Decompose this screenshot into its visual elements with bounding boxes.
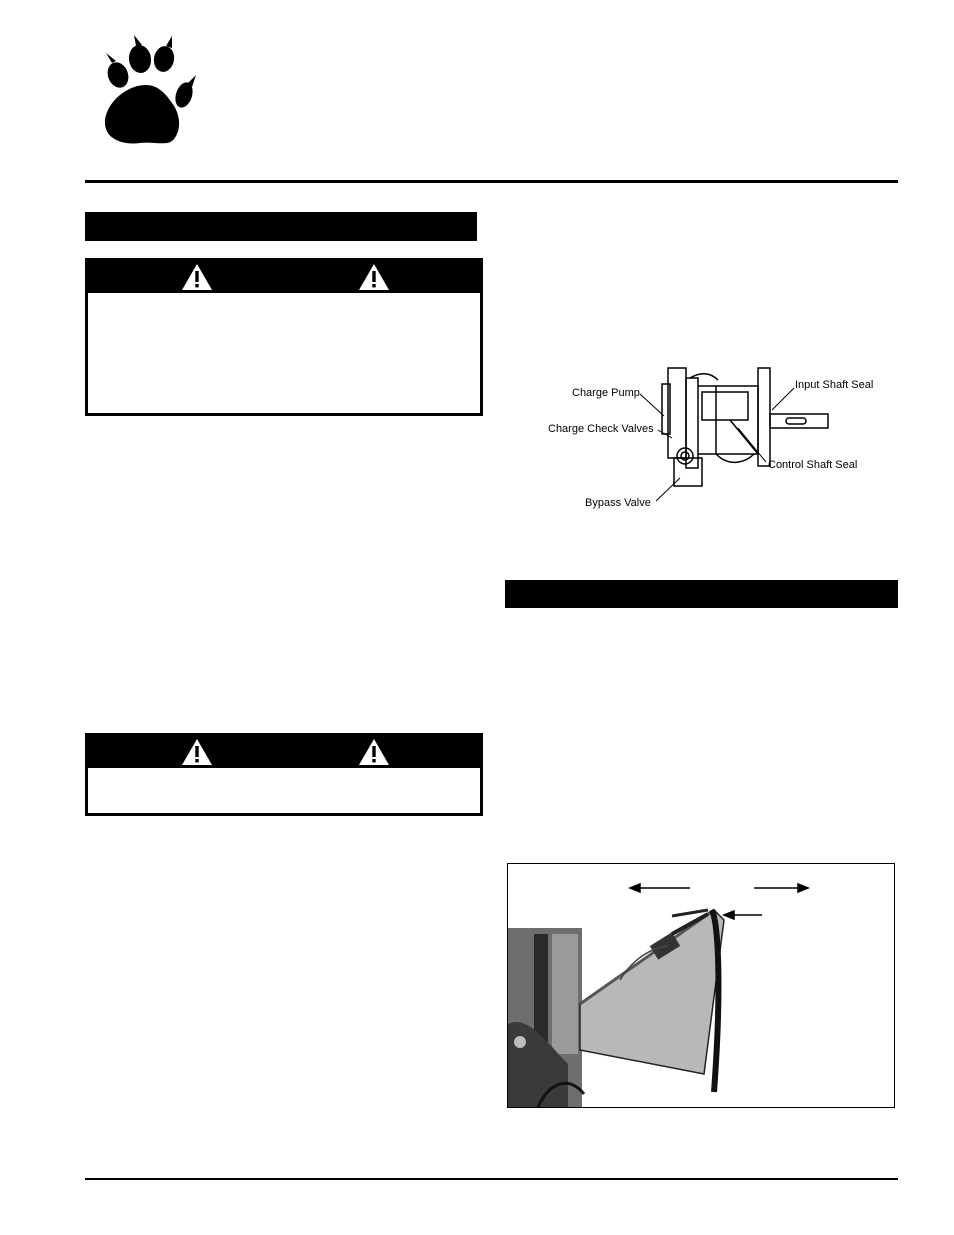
warning-header-1 <box>88 261 480 293</box>
warning-box-2 <box>85 733 483 816</box>
label-bypass-valve: Bypass Valve <box>585 497 651 509</box>
machine-photo-frame <box>507 863 895 1108</box>
label-input-shaft-seal: Input Shaft Seal <box>795 379 874 391</box>
footer-rule <box>85 1178 898 1180</box>
section-header-bar-right <box>505 580 898 608</box>
warning-triangle-icon <box>358 263 390 291</box>
pump-diagram <box>540 358 900 518</box>
paw-print-logo <box>100 33 198 148</box>
warning-box-1 <box>85 258 483 416</box>
label-control-shaft-seal: Control Shaft Seal <box>768 459 858 471</box>
warning-triangle-icon <box>181 263 213 291</box>
label-charge-pump: Charge Pump <box>572 387 640 399</box>
warning-header-2 <box>88 736 480 768</box>
label-charge-check-valves: Charge Check Valves <box>548 423 654 435</box>
section-header-bar-left <box>85 212 477 241</box>
warning-triangle-icon <box>358 738 390 766</box>
warning-triangle-icon <box>181 738 213 766</box>
header-rule <box>85 180 898 183</box>
machine-photo <box>508 864 894 1107</box>
